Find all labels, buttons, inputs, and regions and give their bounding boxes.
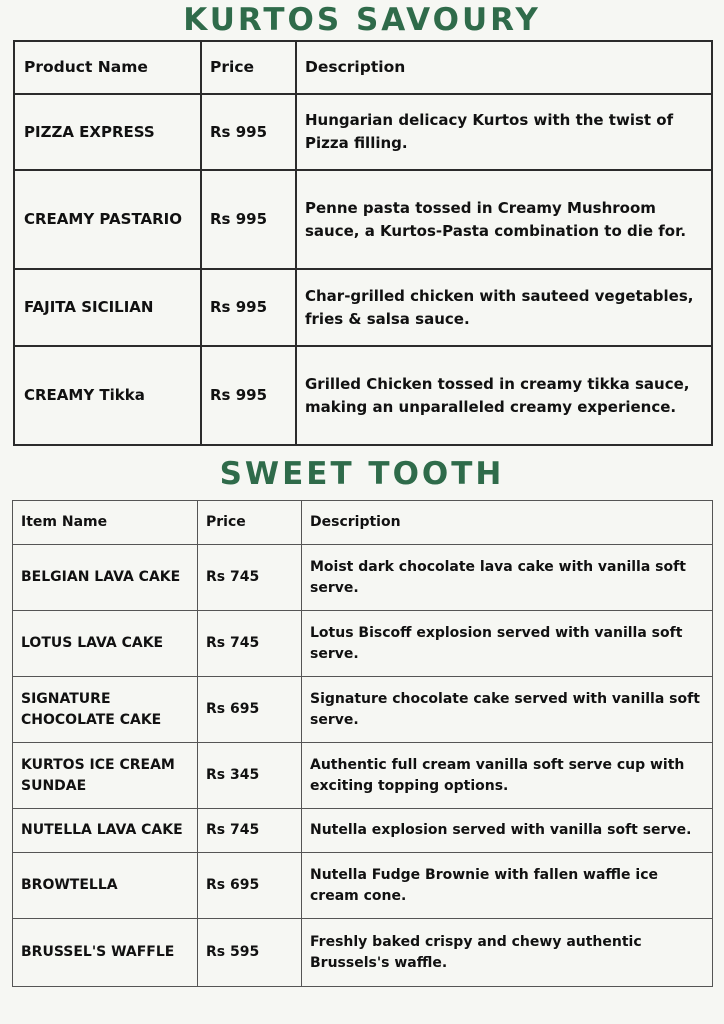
table-row xyxy=(13,919,713,987)
product-name: FAJITA SICILIAN xyxy=(14,269,201,346)
table-header-row xyxy=(14,41,712,94)
header-item-name: Item Name xyxy=(13,501,198,545)
product-description: Char-grilled chicken with sauteed vegetables, fries & salsa sauce. xyxy=(296,269,712,346)
item-price: Rs 745 xyxy=(198,545,302,611)
table-row xyxy=(14,346,712,445)
header-description: Description xyxy=(296,41,712,94)
item-name: LOTUS LAVA CAKE xyxy=(13,611,198,677)
item-name: BROWTELLA xyxy=(13,853,198,919)
table-row xyxy=(14,94,712,170)
savoury-section-title: KURTOS SAVOURY xyxy=(183,2,541,38)
table-header-row xyxy=(13,501,713,545)
item-price: Rs 695 xyxy=(198,853,302,919)
table-row xyxy=(13,809,713,853)
item-description: Freshly baked crispy and chewy authentic Brussels's waffle. xyxy=(302,919,713,987)
product-name: CREAMY PASTARIO xyxy=(14,170,201,269)
item-price: Rs 745 xyxy=(198,809,302,853)
table-row xyxy=(14,269,712,346)
header-price: Price xyxy=(198,501,302,545)
item-price: Rs 345 xyxy=(198,743,302,809)
table-row xyxy=(13,853,713,919)
product-description: Grilled Chicken tossed in creamy tikka sauce, making an unparalleled creamy experience. xyxy=(296,346,712,445)
table-row xyxy=(13,743,713,809)
item-description: Lotus Biscoff explosion served with vanilla soft serve. xyxy=(302,611,713,677)
product-price: Rs 995 xyxy=(201,269,296,346)
table-row xyxy=(13,611,713,677)
product-price: Rs 995 xyxy=(201,170,296,269)
product-price: Rs 995 xyxy=(201,346,296,445)
item-name: BELGIAN LAVA CAKE xyxy=(13,545,198,611)
item-name: BRUSSEL'S WAFFLE xyxy=(13,919,198,987)
header-price: Price xyxy=(201,41,296,94)
product-name: CREAMY Tikka xyxy=(14,346,201,445)
header-description: Description xyxy=(302,501,713,545)
sweet-menu-table xyxy=(12,500,713,987)
table-row xyxy=(13,677,713,743)
header-product-name: Product Name xyxy=(14,41,201,94)
item-price: Rs 745 xyxy=(198,611,302,677)
item-price: Rs 595 xyxy=(198,919,302,987)
product-description: Hungarian delicacy Kurtos with the twist of Pizza filling. xyxy=(296,94,712,170)
savoury-menu-table xyxy=(13,40,713,446)
product-description: Penne pasta tossed in Creamy Mushroom sauce, a Kurtos-Pasta combination to die for. xyxy=(296,170,712,269)
item-description: Authentic full cream vanilla soft serve cup with exciting topping options. xyxy=(302,743,713,809)
product-price: Rs 995 xyxy=(201,94,296,170)
item-name: NUTELLA LAVA CAKE xyxy=(13,809,198,853)
sweet-section-title: SWEET TOOTH xyxy=(219,456,505,492)
item-description: Nutella Fudge Brownie with fallen waffle ice cream cone. xyxy=(302,853,713,919)
item-description: Nutella explosion served with vanilla soft serve. xyxy=(302,809,713,853)
item-description: Signature chocolate cake served with vanilla soft serve. xyxy=(302,677,713,743)
table-row xyxy=(13,545,713,611)
product-name: PIZZA EXPRESS xyxy=(14,94,201,170)
item-price: Rs 695 xyxy=(198,677,302,743)
table-row xyxy=(14,170,712,269)
item-name: KURTOS ICE CREAM SUNDAE xyxy=(13,743,198,809)
item-name: SIGNATURE CHOCOLATE CAKE xyxy=(13,677,198,743)
item-description: Moist dark chocolate lava cake with vanilla soft serve. xyxy=(302,545,713,611)
